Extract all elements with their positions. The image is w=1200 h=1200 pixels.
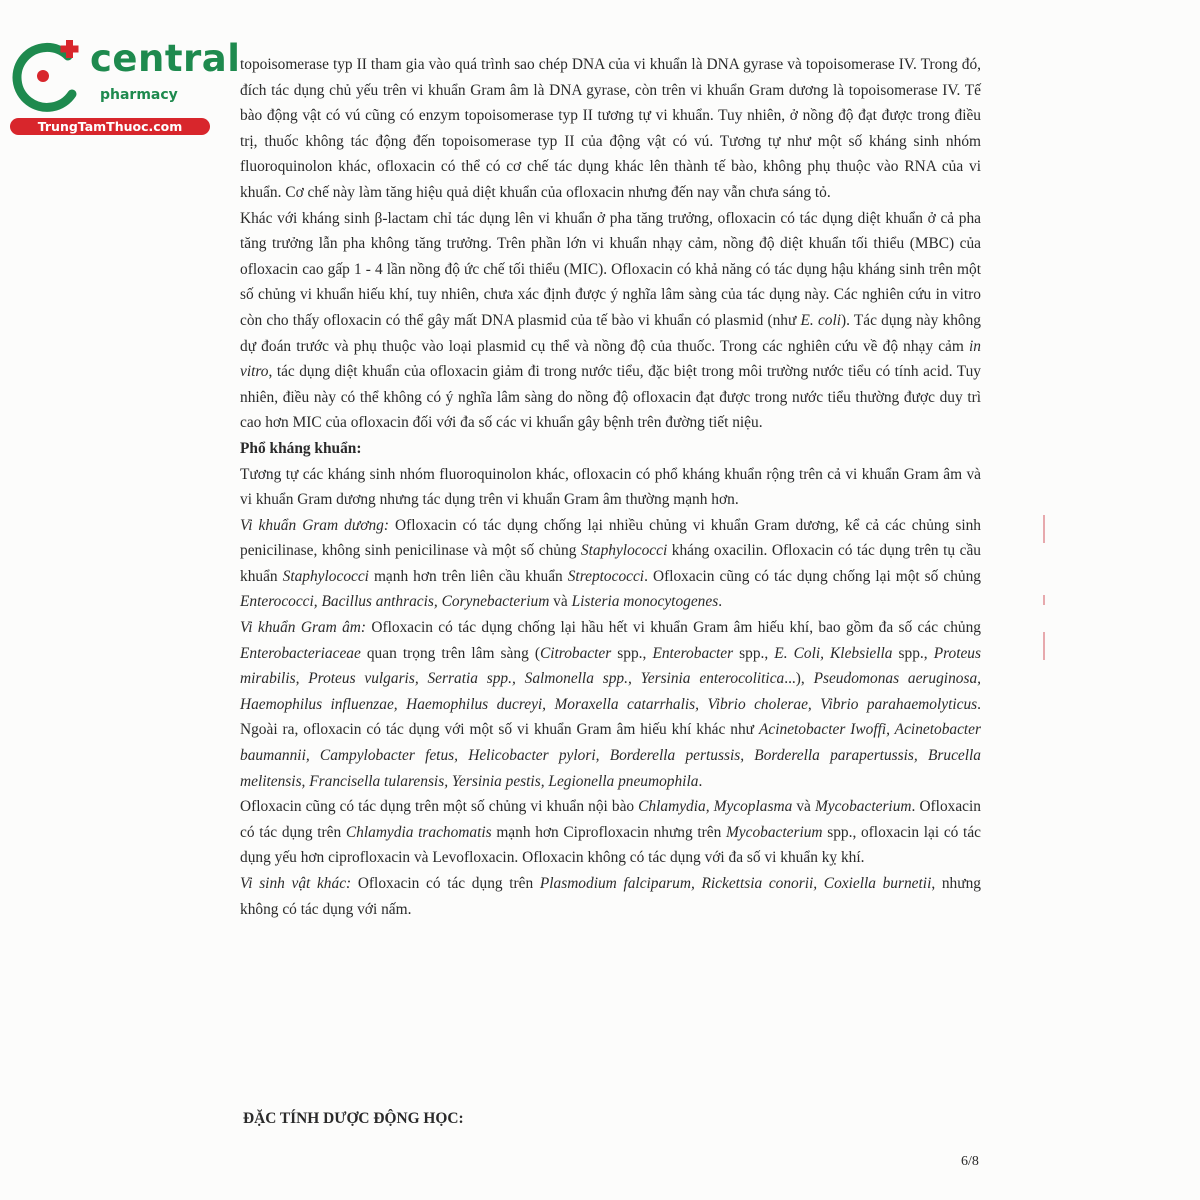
italic-text-run: E. Coli, Klebsiella [774,644,893,662]
text-run: spp., [611,644,653,662]
text-run: topoisomerase typ II tham gia vào quá trình sao chép DNA của vi khuẩn là DNA gyrase và topoisomerase IV. Trong đó, đích tác dụng chủ yếu trên vi khuẩn Gram âm là DNA gyrase, còn trên vi khuẩn Gram dương là topoisomerase IV. Tế bào động vật có vú cũng có enzym topoisomerase typ II tương tự vi khuẩn. Tuy nhiên, ở nồng độ đạt được trong điều trị, thuốc không tác động đến topoisomerase typ II của động vật có vú. Tương tự như một số kháng sinh nhóm fluoroquinolon khác, ofloxacin có thể có cơ chế tác dụng khác lên thành tế bào, không phụ thuộc vào RNA của vi khuẩn. Cơ chế này làm tăng hiệu quả diệt khuẩn của ofloxacin nhưng đến nay vẫn chưa sáng tỏ. [240,56,981,201]
text-run: , tác dụng diệt khuẩn của ofloxacin giảm đi trong nước tiểu, đặc biệt trong môi trường nước tiểu có tính acid. Tuy nhiên, điều này có thể không có ý nghĩa lâm sàng do nồng độ ofloxacin đạt được trong nước tiểu thường được duy trì cao hơn MIC của ofloxacin đối với đa số các vi khuẩn gây bệnh trên đường tiết niệu. [240,363,981,432]
italic-text-run: Proteus mirabilis, Proteus vulgaris, Serratia spp., Salmonella spp., Yersinia enterocolitica [240,644,981,688]
text-run: Ofloxacin có tác dụng chống lại hầu hết vi khuẩn Gram âm hiếu khí, bao gồm đa số các chủng [366,619,981,637]
intro-section [240,52,981,436]
margin-mark [1043,515,1045,543]
margin-mark [1043,595,1045,605]
italic-text-run: Vi khuẩn Gram dương: [240,516,389,534]
italic-text-run: Enterobacteriaceae [240,644,361,662]
text-run: spp., [892,644,934,662]
text-run: mạnh hơn Ciprofloxacin nhưng trên [491,823,726,841]
page-number: 6/8 [961,1154,979,1169]
italic-text-run: in vitro [240,337,981,381]
italic-text-run: Staphylococci [282,567,369,585]
text-run: ). Tác dụng này không dự đoán trước và phụ thuộc vào loại plasmid cụ thể và nồng độ của thuốc. Trong các nghiên cứu về độ nhạy cảm [240,311,981,355]
paragraph [240,615,981,794]
paragraph [240,206,981,436]
italic-text-run: Citrobacter [539,644,612,662]
italic-text-run: Enterobacter [652,644,734,662]
text-run: spp., ofloxacin lại có tác dụng yếu hơn ciprofloxacin và Levofloxacin. Ofloxacin không có tác dụng với đa số vi khuẩn kỵ khí. [240,823,981,867]
margin-mark [1043,632,1045,660]
italic-text-run: Plasmodium falciparum, Rickettsia conorii, Coxiella burnetii [539,875,932,892]
text-run: mạnh hơn trên liên cầu khuẩn [368,567,568,585]
paragraph [240,871,981,922]
brand-subtitle: pharmacy [100,87,178,103]
italic-text-run: Chlamydia, Mycoplasma [638,798,793,816]
italic-text-run: Acinetobacter Iwoffi, Acinetobacter baumannii, Campylobacter fetus, Helicobacter pylori, Borderella pertussis, Borderella parapertussis, Brucella melitensis, Francisella tularensis, Yersinia pestis, Legionella pneumophila [240,721,982,790]
paragraph [240,794,981,871]
text-run: . Ngoài ra, ofloxacin có tác dụng với một số vi khuẩn Gram âm hiếu khí khác như [240,695,981,739]
text-run: quan trọng trên lâm sàng ( [360,644,540,662]
paragraph [240,462,981,513]
italic-text-run: Chlamydia trachomatis [345,823,492,841]
text-run: , nhưng không có tác dụng với nấm. [240,875,981,918]
brand-website-link[interactable]: TrungTamThuoc.com [10,118,210,135]
italic-text-run: Staphylococci [580,542,668,560]
italic-text-run: Vi sinh vật khác: [240,875,352,892]
italic-text-run: Listeria monocytogenes [571,593,719,611]
section-heading-pharmacokinetics: ĐẶC TÍNH DƯỢC ĐỘNG HỌC: [243,1110,464,1127]
text-run: và [792,798,815,816]
text-run: Ofloxacin có tác dụng chống lại nhiều chủng vi khuẩn Gram dương, kể cả các chủng sinh penicilinase, không sinh penicilinase và một số chủng [240,516,981,560]
text-run: spp., [733,644,775,662]
italic-text-run: E. coli [800,311,842,329]
text-run: Ofloxacin có tác dụng trên [351,875,540,892]
paragraph [240,52,981,206]
italic-text-run: Mycobacterium [814,798,912,816]
text-run: . [698,772,703,790]
text-run: và [549,593,572,611]
text-run: . Ofloxacin cũng có tác dụng chống lại một số chủng [644,567,981,585]
text-run: . Ofloxacin có tác dụng trên [240,798,981,841]
paragraph [240,513,981,615]
central-pharmacy-logo-icon [10,36,90,116]
section-heading-antibacterial-spectrum: Phổ kháng khuẩn: [240,439,362,457]
text-run: kháng oxacilin. Ofloxacin có tác dụng trên tụ cầu khuẩn [240,542,981,585]
brand-logo[interactable] [10,36,241,136]
italic-text-run: Vi khuẩn Gram âm: [240,619,367,637]
italic-text-run: Mycobacterium [725,823,823,841]
italic-text-run: Enterococci, Bacillus anthracis, Corynebacterium [240,593,550,611]
italic-text-run: Pseudomonas aeruginosa, Haemophilus influenzae, Haemophilus ducreyi, Moraxella catarrhalis, Vibrio cholerae, Vibrio parahaemolyticus [240,670,981,713]
brand-name: central [90,37,241,80]
text-run: Tương tự các kháng sinh nhóm fluoroquinolon khác, ofloxacin có phổ kháng khuẩn rộng trên cả vi khuẩn Gram âm và vi khuẩn Gram dương nhưng tác dụng trên vi khuẩn Gram âm thường mạnh hơn. [240,465,981,509]
text-run: Ofloxacin cũng có tác dụng trên một số chủng vi khuẩn nội bào [240,798,639,816]
document-body [240,52,981,922]
spectrum-section [240,462,981,923]
text-run: . [718,593,723,611]
text-run: ...), [784,670,814,688]
italic-text-run: Streptococci [567,567,645,585]
text-run: Khác với kháng sinh β-lactam chỉ tác dụng lên vi khuẩn ở pha tăng trưởng, ofloxacin có tác dụng diệt khuẩn ở cả pha tăng trưởng lẫn pha không tăng trưởng. Trên phần lớn vi khuẩn nhạy cảm, nồng độ diệt khuẩn tối thiểu (MBC) của ofloxacin cao gấp 1 - 4 lần nồng độ ức chế tối thiểu (MIC). Ofloxacin có khả năng có tác dụng hậu kháng sinh trên một số chủng vi khuẩn hiếu khí, tuy nhiên, chưa xác định được ý nghĩa lâm sàng của tác dụng này. Các nghiên cứu in vitro còn cho thấy ofloxacin có thể gây mất DNA plasmid của tế bào vi khuẩn có plasmid (như [240,209,981,329]
